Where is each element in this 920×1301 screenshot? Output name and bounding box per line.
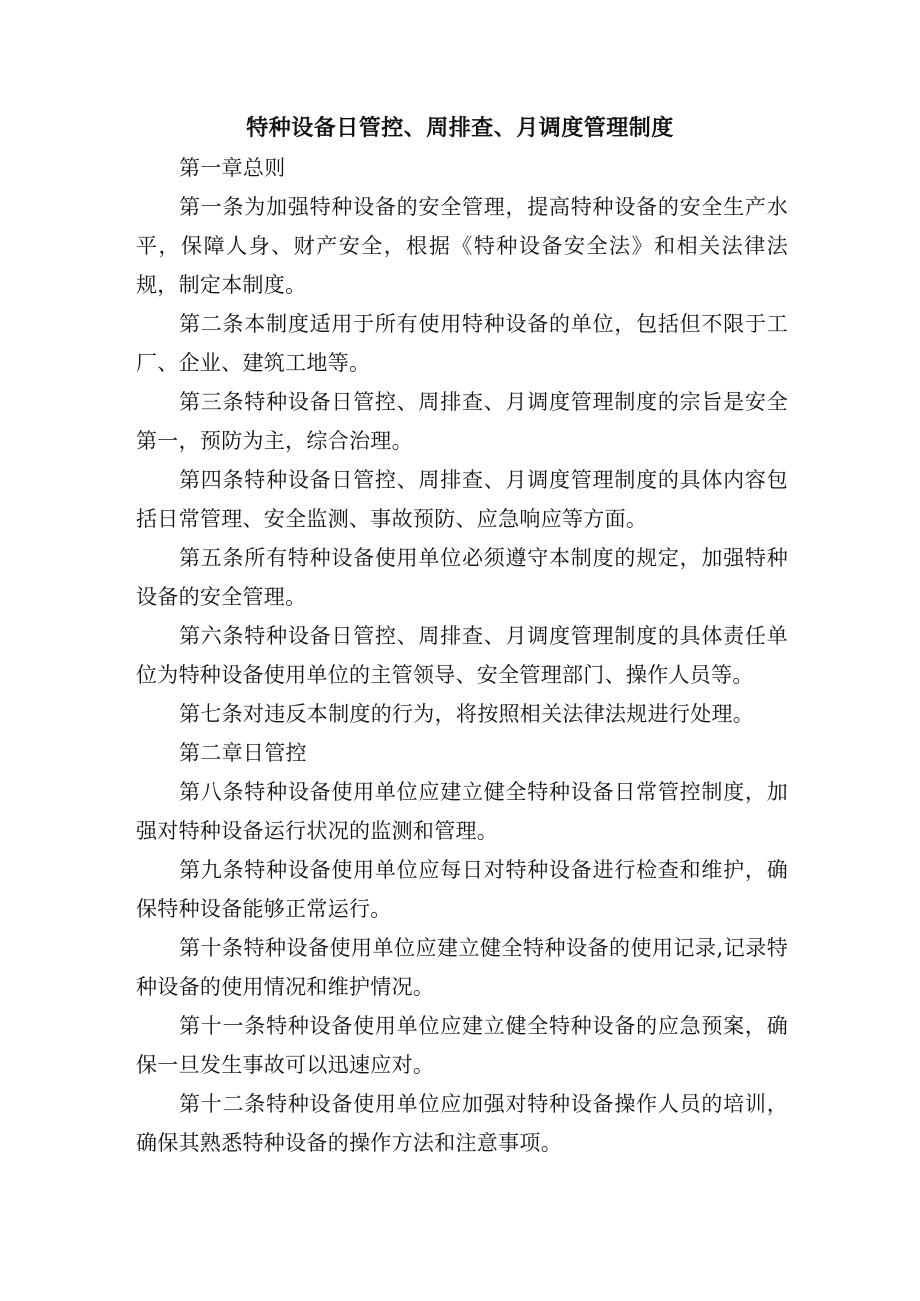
article-paragraph: 第五条所有特种设备使用单位必须遵守本制度的规定，加强特种设备的安全管理。 bbox=[136, 546, 788, 609]
chapter-heading: 第一章总则 bbox=[179, 156, 286, 180]
article-paragraph: 第一条为加强特种设备的安全管理，提高特种设备的安全生产水平，保障人身、财产安全，根据《特种设备安全法》和相关法律法规，制定本制度。 bbox=[136, 195, 788, 297]
article-paragraph: 第七条对违反本制度的行为，将按照相关法律法规进行处理。 bbox=[179, 702, 755, 726]
article-paragraph: 第六条特种设备日管控、周排查、月调度管理制度的具体责任单位为特种设备使用单位的主管领导、安全管理部门、操作人员等。 bbox=[136, 624, 788, 687]
article-paragraph: 第四条特种设备日管控、周排查、月调度管理制度的具体内容包括日常管理、安全监测、事故预防、应急响应等方面。 bbox=[136, 468, 788, 531]
document-body bbox=[136, 149, 788, 1163]
article-paragraph: 第十一条特种设备使用单位应建立健全特种设备的应急预案，确保一旦发生事故可以迅速应对。 bbox=[136, 1014, 788, 1077]
article-paragraph: 第八条特种设备使用单位应建立健全特种设备日常管控制度，加强对特种设备运行状况的监测和管理。 bbox=[136, 780, 788, 843]
document-title: 特种设备日管控、周排查、月调度管理制度 bbox=[246, 115, 674, 141]
article-paragraph: 第三条特种设备日管控、周排查、月调度管理制度的宗旨是安全第一，预防为主，综合治理。 bbox=[136, 390, 788, 453]
article-paragraph: 第九条特种设备使用单位应每日对特种设备进行检查和维护，确保特种设备能够正常运行。 bbox=[136, 858, 788, 921]
article-paragraph: 第十条特种设备使用单位应建立健全特种设备的使用记录,记录特种设备的使用情况和维护情况。 bbox=[136, 936, 788, 999]
article-paragraph: 第二条本制度适用于所有使用特种设备的单位，包括但不限于工厂、企业、建筑工地等。 bbox=[136, 312, 788, 375]
article-paragraph: 第十二条特种设备使用单位应加强对特种设备操作人员的培训，确保其熟悉特种设备的操作方法和注意事项。 bbox=[136, 1092, 788, 1155]
chapter-heading: 第二章日管控 bbox=[179, 741, 307, 765]
